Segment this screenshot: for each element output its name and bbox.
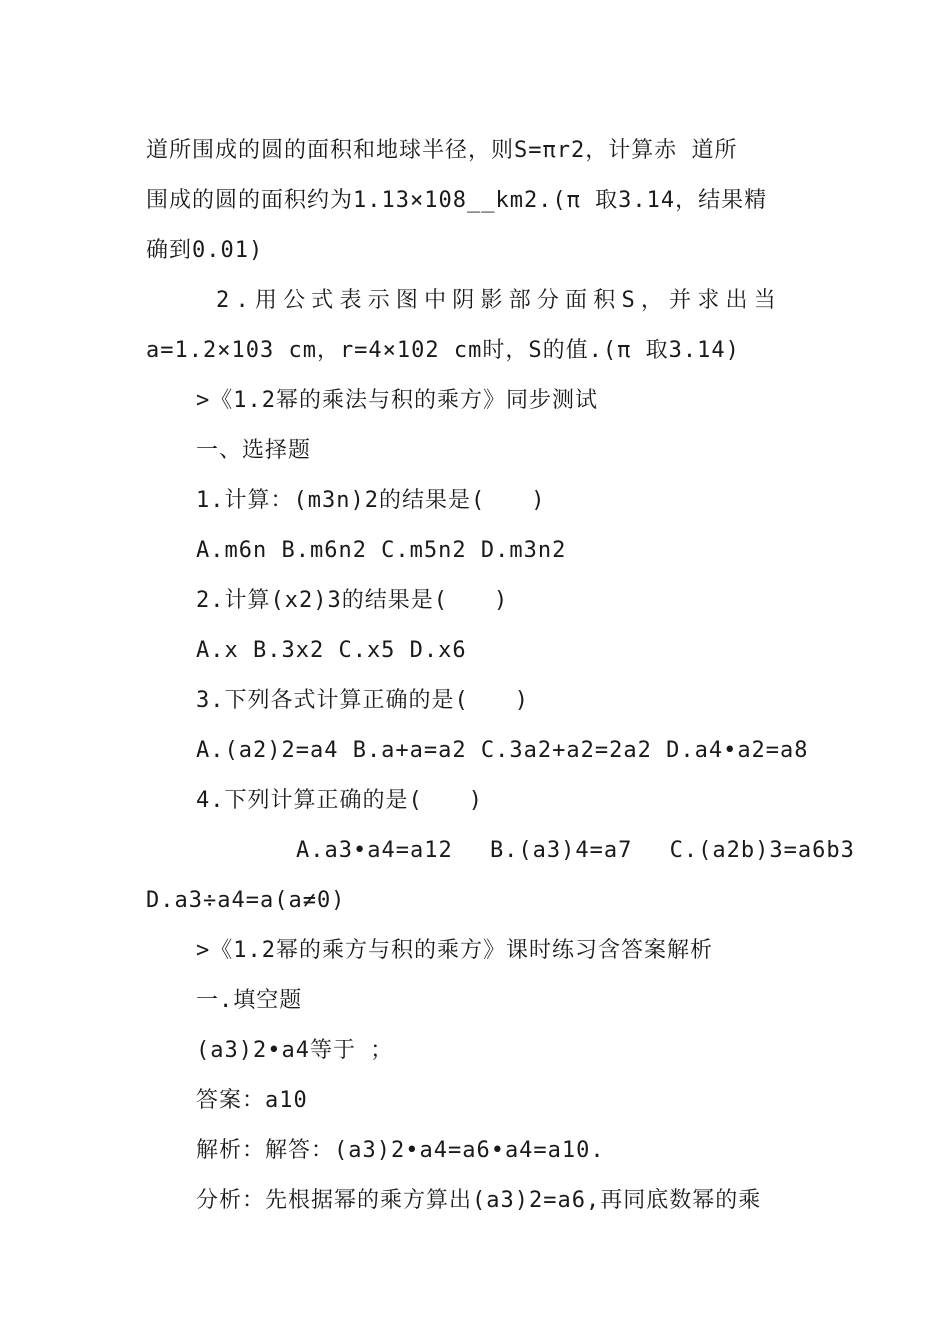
- text-line-3: 确到0.01): [146, 238, 264, 263]
- explanation-line: 解析：解答：(a3)2•a4=a6•a4=a10.: [196, 1138, 605, 1163]
- fill-question-1: (a3)2•a4等于 ；: [196, 1038, 394, 1063]
- section-choice-heading: 一、选择题: [196, 438, 312, 463]
- question-3-options: A.(a2)2=a4 B.a+a=a2 C.3a2+a2=2a2 D.a4•a2=a8: [196, 738, 809, 763]
- question-2: 2.计算(x2)3的结果是( ): [196, 588, 509, 613]
- question-3: 3.下列各式计算正确的是( ): [196, 688, 529, 713]
- question-4: 4.下列计算正确的是( ): [196, 788, 483, 813]
- question-1-options: A.m6n B.m6n2 C.m5n2 D.m3n2: [196, 538, 567, 563]
- question-4-options-line-1: A.a3•a4=a12 B.(a3)4=a7 C.(a2b)3=a6b3: [296, 838, 855, 863]
- section-heading-sync-test: >《1.2幂的乘法与积的乘方》同步测试: [196, 388, 598, 413]
- question-2-line-2: a=1.2×103 cm，r=4×102 cm时，S的值.(π 取3.14): [146, 338, 740, 363]
- section-heading-exercise: >《1.2幂的乘方与积的乘方》课时练习含答案解析: [196, 938, 713, 963]
- text-line-1: 道所围成的圆的面积和地球半径，则S=πr2，计算赤 道所: [146, 138, 738, 163]
- text-line-2: 围成的圆的面积约为1.13×108__km2.(π 取3.14，结果精: [146, 188, 768, 213]
- analysis-line: 分析：先根据幂的乘方算出(a3)2=a6,再同底数幂的乘: [196, 1188, 762, 1213]
- question-2-line-1: 2.用公式表示图中阴影部分面积S，并求出当: [216, 288, 782, 313]
- question-4-options-line-2: D.a3÷a4=a(a≠0): [146, 888, 346, 913]
- question-1: 1.计算：(m3n)2的结果是( ): [196, 488, 546, 513]
- section-fill-heading: 一.填空题: [196, 988, 303, 1013]
- question-2-options: A.x B.3x2 C.x5 D.x6: [196, 638, 467, 663]
- answer-line: 答案：a10: [196, 1088, 308, 1113]
